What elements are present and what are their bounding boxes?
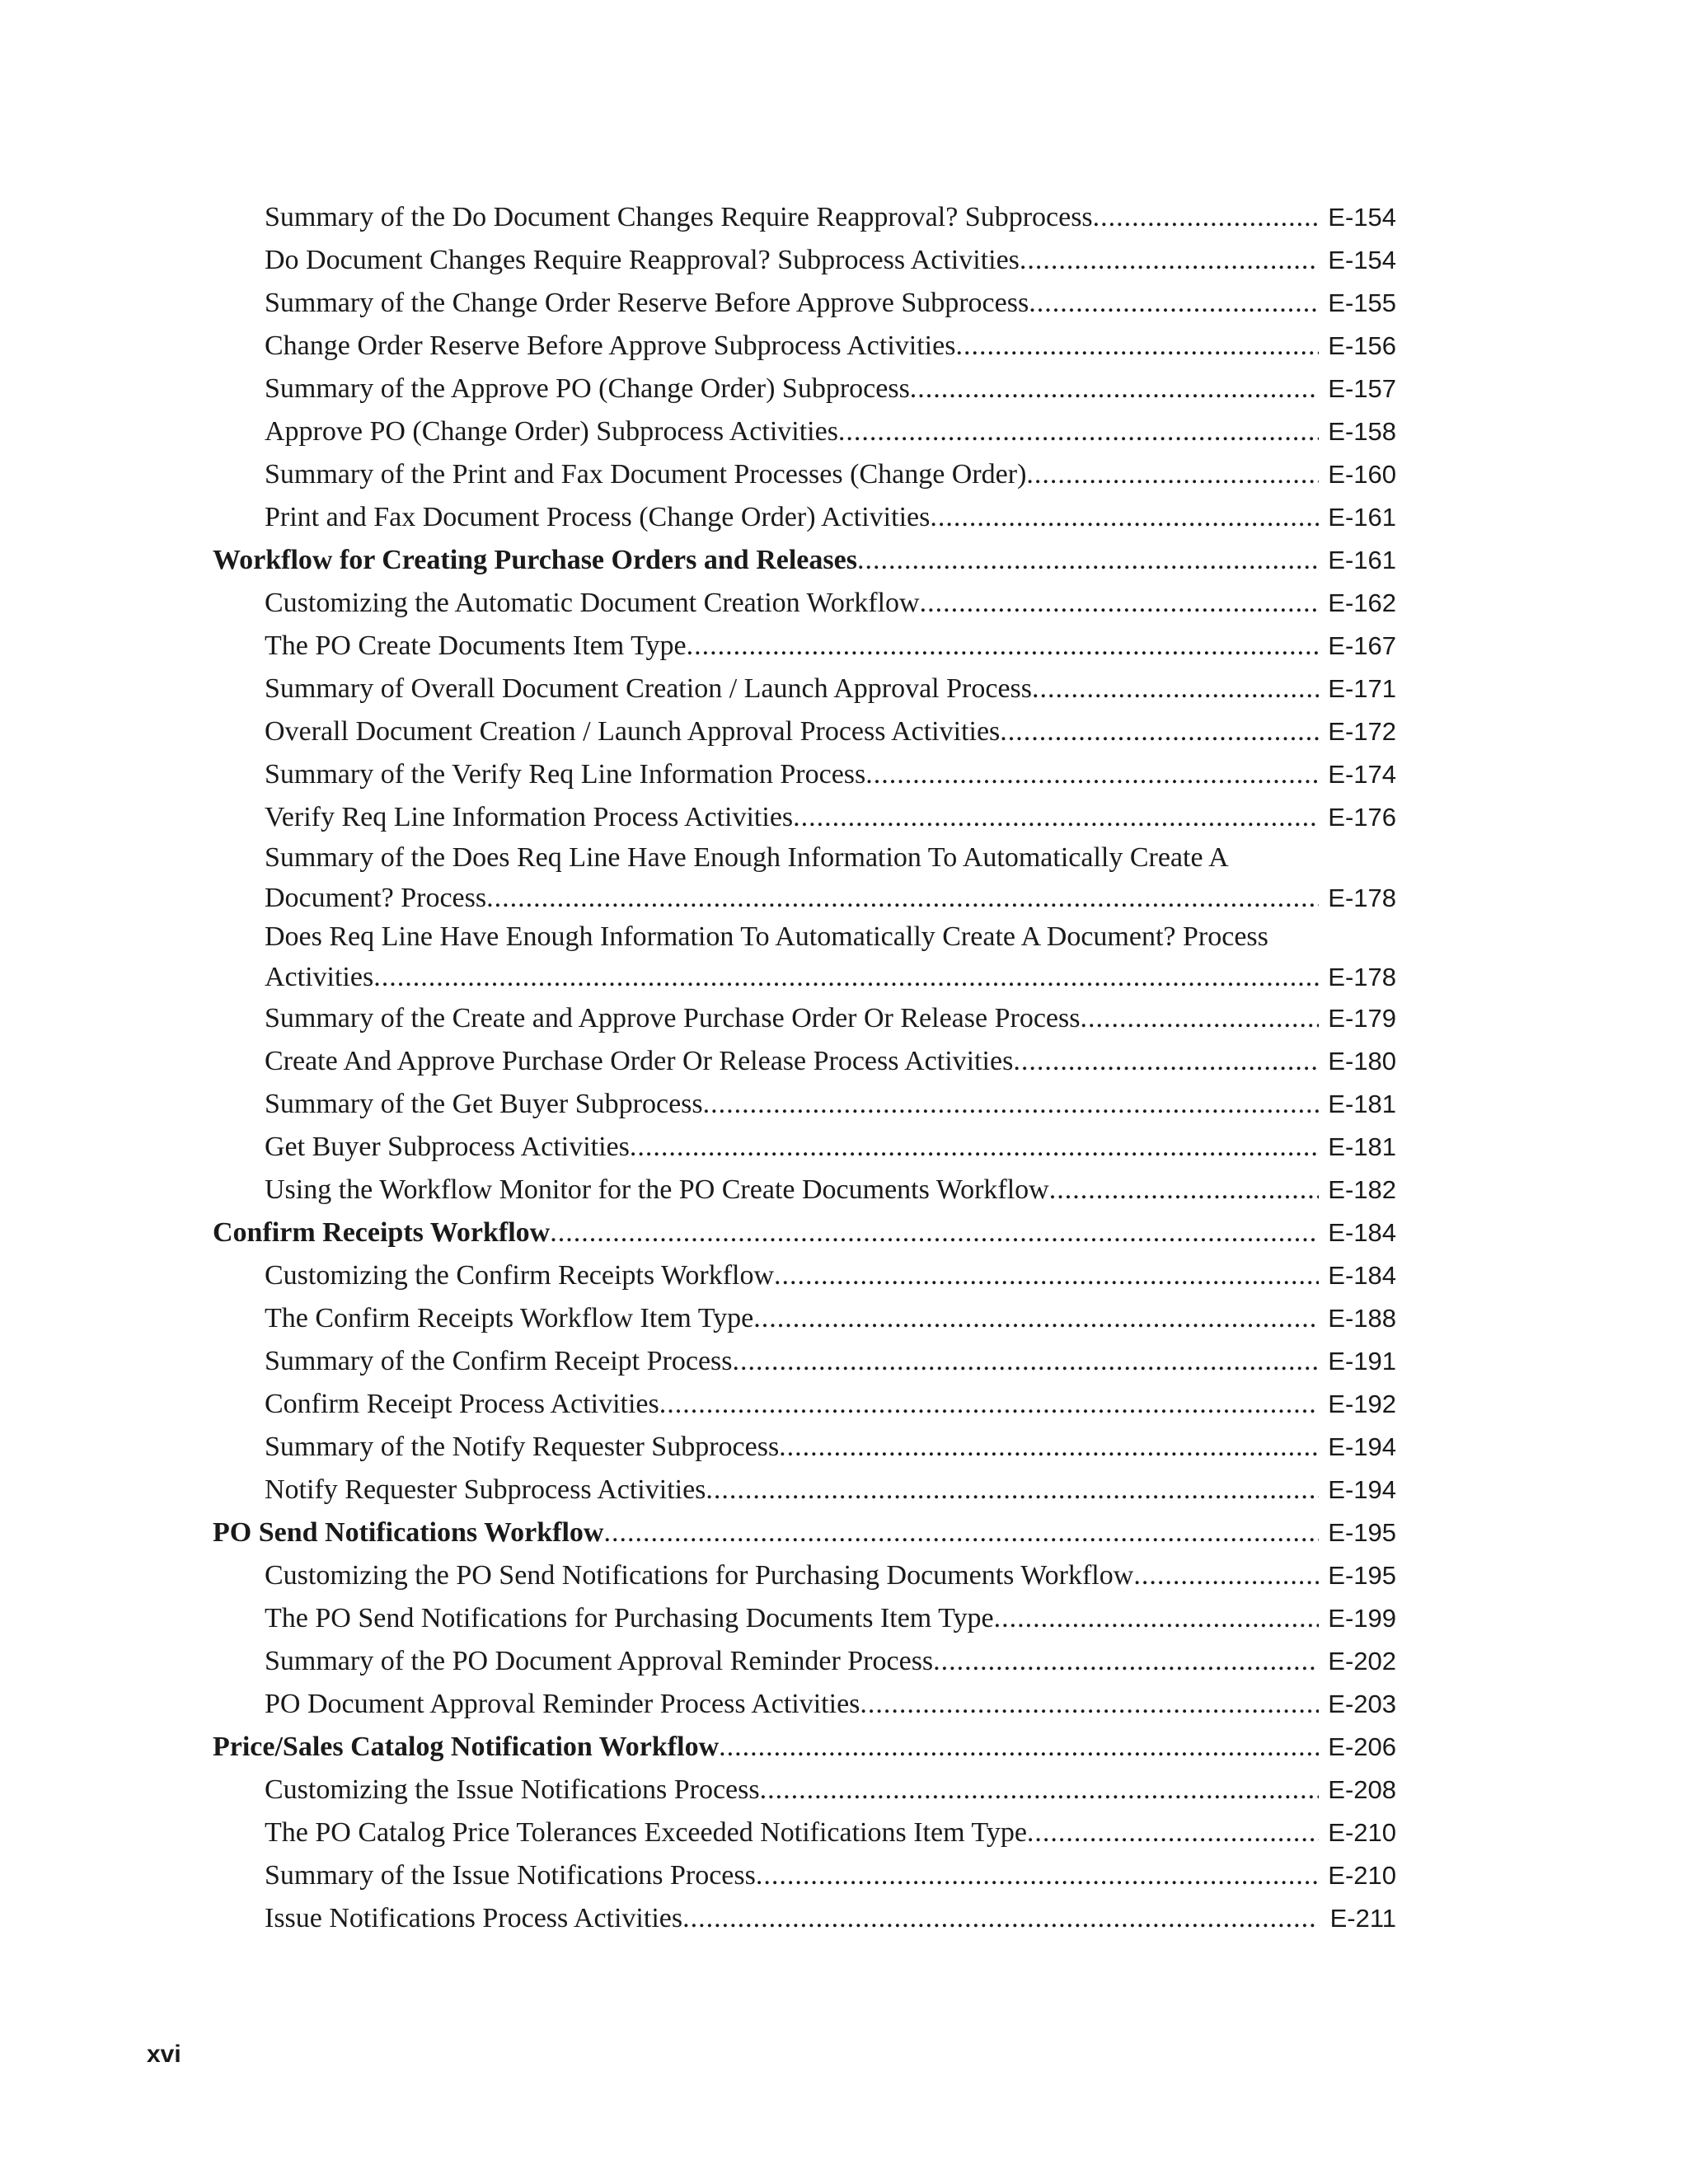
toc-entry-title: Verify Req Line Information Process Activities [265,802,794,832]
toc-section-entry[interactable] [213,1511,1396,1554]
toc-subsection-entry[interactable] [265,325,1396,368]
toc-subsection-entry[interactable] [265,1811,1396,1854]
dot-leader [733,1340,1319,1383]
toc-entry-page: E-195 [1328,1518,1396,1547]
toc-entry-page: E-174 [1328,760,1396,789]
toc-entry-page: E-160 [1328,460,1396,489]
toc-entry-page: E-191 [1328,1347,1396,1376]
dot-leader [659,1383,1319,1426]
toc-subsection-entry[interactable] [265,1169,1396,1212]
toc-entry-row [265,1169,1396,1212]
toc-entry-title: Using the Workflow Monitor for the PO Create Documents Workflow [265,1174,1049,1205]
toc-subsection-entry[interactable] [265,839,1396,918]
toc-entry-row [265,1897,1396,1940]
toc-entry-page: E-172 [1328,717,1396,746]
toc-entry-page: E-154 [1328,246,1396,274]
toc-entry-title: Summary of the Issue Notifications Process [265,1860,756,1891]
toc-entry-row [213,1726,1396,1769]
toc-entry-row [265,956,1396,997]
toc-entry-title: Summary of the Print and Fax Document Processes (Change Order) [265,459,1027,490]
toc-entry-title: Overall Document Creation / Launch Approval Process Activities [265,716,1001,747]
toc-section-entry[interactable] [213,1726,1396,1769]
dot-leader [1093,196,1319,239]
toc-entry-row [265,410,1396,453]
toc-subsection-entry[interactable] [265,1340,1396,1383]
toc-entry-row [265,997,1396,1040]
toc-entry-title: Notify Requester Subprocess Activities [265,1474,706,1505]
toc-entry-title: Issue Notifications Process Activities [265,1903,683,1933]
toc-entry-page: E-181 [1328,1132,1396,1161]
page-number: xvi [147,2041,181,2068]
toc-entry-page: E-184 [1328,1218,1396,1247]
toc-subsection-entry[interactable] [265,625,1396,668]
toc-entry-title: Summary of the Change Order Reserve Before Approve Subprocess [265,288,1029,318]
toc-entry-title: Workflow for Creating Purchase Orders and Releases [213,545,857,575]
toc-entry-page: E-194 [1328,1475,1396,1504]
toc-entry-row [265,1297,1396,1340]
toc-subsection-entry[interactable] [265,368,1396,410]
toc-subsection-entry[interactable] [265,1897,1396,1940]
toc-subsection-entry[interactable] [265,1554,1396,1597]
toc-section-entry[interactable] [213,1212,1396,1254]
toc-subsection-entry[interactable] [265,239,1396,282]
dot-leader [910,368,1319,410]
dot-leader [719,1726,1319,1769]
toc-entry-title: Summary of the Confirm Receipt Process [265,1346,733,1376]
toc-entry-title: Customizing the PO Send Notifications for Purchasing Documents Workflow [265,1560,1134,1591]
toc-entry-page: E-194 [1328,1432,1396,1461]
toc-entry-title-line: Summary of the Does Req Line Have Enough Information To Automatically Create A [265,842,1229,873]
toc-entry-row [265,196,1396,239]
toc-entry-title: Document? Process [265,883,487,913]
toc-subsection-entry[interactable] [265,1683,1396,1726]
toc-entry-title: The PO Create Documents Item Type [265,630,687,661]
dot-leader [373,956,1319,999]
toc-entry-page: E-156 [1328,331,1396,360]
toc-entry-row [265,1469,1396,1511]
toc-entry-page: E-161 [1328,546,1396,574]
toc-entry-row [265,582,1396,625]
toc-subsection-entry[interactable] [265,582,1396,625]
toc-entry-title: Summary of the Create and Approve Purchase Order Or Release Process [265,1003,1081,1033]
toc-entry-page: E-211 [1329,1904,1396,1933]
dot-leader [1032,668,1319,710]
toc-section-entry[interactable] [213,539,1396,582]
toc-entry-page: E-184 [1328,1261,1396,1290]
toc-subsection-entry[interactable] [265,1083,1396,1126]
toc-entry-title: Summary of the Get Buyer Subprocess [265,1089,703,1119]
toc-entry-page: E-178 [1328,883,1396,912]
toc-entry-page: E-154 [1328,203,1396,232]
toc-entry-page: E-182 [1328,1175,1396,1204]
toc-entry-page: E-210 [1328,1818,1396,1847]
toc-entry-row [265,282,1396,325]
dot-leader [753,1297,1319,1340]
toc-subsection-entry[interactable] [265,753,1396,796]
dot-leader [1026,453,1319,496]
toc-entry-row [213,539,1396,582]
toc-entry-row [265,239,1396,282]
toc-entry-page: E-179 [1328,1004,1396,1033]
toc-subsection-entry[interactable] [265,1126,1396,1169]
toc-entry-row [213,1212,1396,1254]
toc-entry-page: E-188 [1328,1304,1396,1333]
toc-entry-title: Price/Sales Catalog Notification Workflow [213,1732,720,1762]
toc-entry-row [265,1426,1396,1469]
dot-leader [793,796,1319,839]
dot-leader [955,325,1319,368]
toc-subsection-entry[interactable] [265,1469,1396,1511]
toc-entry-row [265,368,1396,410]
toc-subsection-entry[interactable] [265,1297,1396,1340]
dot-leader [1000,710,1319,753]
toc-entry-row [265,1254,1396,1297]
toc-entry-title: Customizing the Confirm Receipts Workflow [265,1260,775,1291]
toc-entry-title: Approve PO (Change Order) Subprocess Activities [265,416,838,447]
toc-entry-title: Summary of the Verify Req Line Information Process [265,759,866,790]
toc-subsection-entry[interactable] [265,668,1396,710]
toc-entry-row [265,1040,1396,1083]
toc-entry-title: Activities [265,962,374,992]
toc-entry-row [265,625,1396,668]
toc-entry-page: E-202 [1328,1647,1396,1675]
toc-entry-title: Confirm Receipts Workflow [213,1217,551,1248]
toc-subsection-entry[interactable] [265,1854,1396,1897]
toc-entry-row [265,325,1396,368]
toc-entry-row [265,1340,1396,1383]
toc-entry-row [265,1854,1396,1897]
toc-entry-row [265,1683,1396,1726]
toc-entry-page: E-157 [1328,374,1396,403]
toc-subsection-entry[interactable] [265,282,1396,325]
dot-leader [994,1597,1319,1640]
table-of-contents [213,196,1396,1940]
toc-subsection-entry[interactable] [265,1640,1396,1683]
toc-entry-title: Print and Fax Document Process (Change Order) Activities [265,502,931,532]
dot-leader [760,1769,1319,1811]
toc-entry-row [265,1383,1396,1426]
dot-leader [774,1254,1319,1297]
toc-subsection-entry[interactable] [265,196,1396,239]
toc-entry-row [265,753,1396,796]
toc-entry-row [265,1640,1396,1683]
dot-leader [838,410,1319,453]
toc-entry-title: Customizing the Automatic Document Creation Workflow [265,588,920,618]
dot-leader [779,1426,1319,1469]
dot-leader [860,1683,1319,1726]
dot-leader [703,1083,1319,1126]
dot-leader [486,877,1319,920]
dot-leader [756,1854,1319,1897]
toc-subsection-entry[interactable] [265,410,1396,453]
toc-entry-title: Summary of Overall Document Creation / Launch Approval Process [265,673,1032,704]
dot-leader [857,539,1319,582]
toc-entry-page: E-192 [1328,1390,1396,1418]
toc-entry-title: The PO Send Notifications for Purchasing Documents Item Type [265,1603,994,1633]
toc-entry-title: Get Buyer Subprocess Activities [265,1132,630,1162]
dot-leader [1133,1554,1319,1597]
toc-entry-row [265,1126,1396,1169]
toc-subsection-entry[interactable] [265,918,1396,997]
toc-entry-page: E-208 [1328,1775,1396,1804]
dot-leader [1049,1169,1319,1212]
dot-leader [933,1640,1319,1683]
toc-entry-page: E-206 [1328,1732,1396,1761]
toc-entry-page: E-167 [1328,631,1396,660]
toc-subsection-entry[interactable] [265,453,1396,496]
toc-entry-row [265,796,1396,839]
toc-entry-title: PO Send Notifications Workflow [213,1517,604,1548]
dot-leader [1029,282,1319,325]
toc-entry-page: E-180 [1328,1047,1396,1076]
toc-entry-page: E-178 [1328,963,1396,991]
toc-entry-title: Confirm Receipt Process Activities [265,1389,659,1419]
toc-subsection-entry[interactable] [265,1383,1396,1426]
dot-leader [603,1511,1319,1554]
dot-leader [930,496,1319,539]
toc-entry-title: The PO Catalog Price Tolerances Exceeded Notifications Item Type [265,1817,1027,1848]
dot-leader [865,753,1319,796]
toc-subsection-entry[interactable] [265,710,1396,753]
toc-entry-row [265,710,1396,753]
toc-entry-row [265,668,1396,710]
toc-subsection-entry[interactable] [265,1597,1396,1640]
toc-subsection-entry[interactable] [265,796,1396,839]
toc-entry-row [265,496,1396,539]
toc-entry-title: Change Order Reserve Before Approve Subprocess Activities [265,330,956,361]
toc-entry-title: PO Document Approval Reminder Process Activities [265,1689,860,1719]
toc-entry-page: E-161 [1328,503,1396,532]
dot-leader [682,1897,1319,1940]
toc-entry-row [265,1769,1396,1811]
toc-entry-row [265,877,1396,918]
toc-entry-page: E-158 [1328,417,1396,446]
toc-entry-page: E-199 [1328,1604,1396,1633]
toc-entry-page: E-210 [1328,1861,1396,1890]
toc-entry-page: E-162 [1328,588,1396,617]
toc-subsection-entry[interactable] [265,1040,1396,1083]
dot-leader [630,1126,1319,1169]
toc-entry-title: Summary of the PO Document Approval Reminder Process [265,1646,934,1676]
dot-leader [550,1212,1319,1254]
dot-leader [1027,1811,1319,1854]
toc-entry-row [265,1597,1396,1640]
dot-leader [920,582,1319,625]
toc-entry-page: E-203 [1328,1690,1396,1718]
toc-entry-row [265,1811,1396,1854]
toc-entry-page: E-181 [1328,1090,1396,1118]
toc-entry-row [265,1554,1396,1597]
toc-entry-title: Summary of the Approve PO (Change Order) Subprocess [265,373,910,404]
toc-subsection-entry[interactable] [265,997,1396,1040]
dot-leader [1080,997,1319,1040]
toc-entry-title-line: Does Req Line Have Enough Information To Automatically Create A Document? Process [265,921,1268,952]
toc-entry-page: E-195 [1328,1561,1396,1590]
toc-entry-title: Summary of the Notify Requester Subprocess [265,1432,780,1462]
toc-entry-page: E-176 [1328,803,1396,832]
toc-entry-title: Customizing the Issue Notifications Process [265,1774,760,1805]
toc-subsection-entry[interactable] [265,1254,1396,1297]
toc-subsection-entry[interactable] [265,496,1396,539]
toc-entry-title: Summary of the Do Document Changes Require Reapproval? Subprocess [265,202,1093,232]
toc-subsection-entry[interactable] [265,1426,1396,1469]
dot-leader [1020,239,1319,282]
dot-leader [1013,1040,1319,1083]
dot-leader [706,1469,1319,1511]
toc-entry-row [265,453,1396,496]
dot-leader [687,625,1319,668]
toc-entry-row [265,1083,1396,1126]
toc-entry-title: Do Document Changes Require Reapproval? Subprocess Activities [265,245,1020,275]
toc-entry-title: Create And Approve Purchase Order Or Release Process Activities [265,1046,1014,1076]
toc-entry-row [213,1511,1396,1554]
toc-entry-page: E-155 [1328,288,1396,317]
toc-entry-title: The Confirm Receipts Workflow Item Type [265,1303,754,1333]
toc-subsection-entry[interactable] [265,1769,1396,1811]
toc-entry-page: E-171 [1328,674,1396,703]
